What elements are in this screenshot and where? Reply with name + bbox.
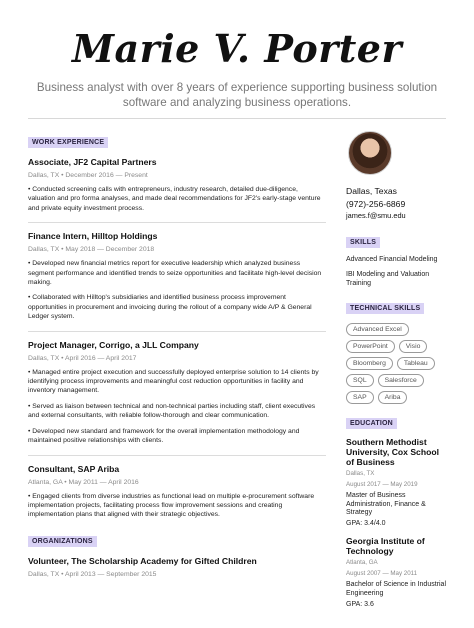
job-bullet: • Managed entire project execution and successfully deployed enterprise solution to 14 clients by identifying process improvements and meaningful cost reduction opportunities in facility and inventory management. bbox=[28, 368, 319, 395]
resume-summary: Business analyst with over 8 years of experience supporting business solution software and analyzing business operations. bbox=[36, 81, 438, 109]
skill-item: Advanced Financial Modeling bbox=[346, 255, 438, 263]
organization-meta: Dallas, TX • April 2013 — September 2015 bbox=[28, 570, 157, 578]
job-title: Associate, JF2 Capital Partners bbox=[28, 157, 157, 167]
school-name: Georgia Institute of Technology bbox=[346, 535, 425, 556]
job-bullet: • Collaborated with Hilltop's subsidiaries and identified business process improvement opportunities in procurement and invoicing during the rollout of a company wide A/P & General Ledger system. bbox=[28, 294, 312, 321]
job-meta: Dallas, TX • May 2018 — December 2018 bbox=[28, 246, 155, 254]
job-title: Project Manager, Corrigo, a JLL Company bbox=[28, 339, 199, 350]
skill-item: IBI Modeling and Valuation Training bbox=[346, 270, 430, 288]
school-name: Southern Methodist University, Cox School of Business bbox=[346, 436, 439, 467]
section-education: EDUCATION bbox=[346, 418, 397, 429]
school-dates: August 2017 — May 2019 bbox=[346, 481, 418, 489]
job-meta: Atlanta, GA • May 2011 — April 2016 bbox=[28, 478, 139, 486]
school-location: Atlanta, GA bbox=[346, 558, 378, 566]
header-divider bbox=[28, 118, 446, 119]
degree: Bachelor of Science in Industrial Engineering bbox=[346, 580, 446, 597]
job-bullet: • Engaged clients from diverse industries as functional lead on multiple e-procurement software implementation projects, facilitating process flow improvement sessions and creating implementation plans that aligned with their strategic objectives. bbox=[28, 492, 315, 519]
job-separator bbox=[28, 455, 326, 456]
job-entry bbox=[28, 464, 326, 520]
job-entry bbox=[28, 340, 326, 446]
job-separator bbox=[28, 222, 326, 223]
degree: Master of Business Administration, Finance & Strategy bbox=[346, 491, 426, 517]
section-technical-skills: TECHNICAL SKILLS bbox=[346, 303, 424, 314]
education-entry bbox=[346, 536, 446, 609]
contact-phone: (972)-256-6869 bbox=[346, 198, 406, 209]
job-title: Finance Intern, Hilltop Holdings bbox=[28, 231, 158, 242]
gpa: GPA: 3.4/4.0 bbox=[346, 520, 386, 528]
sidebar-column bbox=[346, 131, 446, 609]
skill-pill: Bloomberg bbox=[346, 357, 393, 370]
main-column bbox=[28, 131, 326, 578]
skill-pill: SQL bbox=[346, 374, 374, 387]
skill-pill: SAP bbox=[346, 391, 374, 404]
education-entry bbox=[346, 437, 446, 529]
skill-pill: Advanced Excel bbox=[346, 323, 409, 336]
skill-pill: Visio bbox=[399, 340, 428, 353]
resume-name: Marie V. Porter bbox=[71, 26, 403, 71]
job-bullet: • Developed new standard and framework for the overall implementation methodology and maintained positive relationships with clients. bbox=[28, 427, 300, 445]
skill-pill: Tableau bbox=[397, 357, 435, 370]
skill-pill: Salesforce bbox=[378, 374, 424, 387]
job-entry bbox=[28, 231, 326, 321]
job-title: Consultant, SAP Ariba bbox=[28, 463, 120, 474]
profile-photo bbox=[348, 131, 392, 175]
contact-block bbox=[346, 185, 446, 223]
skill-pill: PowerPoint bbox=[346, 340, 395, 353]
job-bullet: • Developed new financial metrics report for executive leadership which analyzed business segment performance and identified trends to seize opportunities and facilitate high-level decision making. bbox=[28, 260, 322, 287]
section-work-experience: WORK EXPERIENCE bbox=[28, 137, 108, 148]
school-location: Dallas, TX bbox=[346, 469, 375, 477]
job-bullet: • Conducted screening calls with entrepreneurs, industry research, detailed due-diligence, valuation and pro forma analyses, and made deal recommendations for JF2's early-stage venture and private equity investment process. bbox=[28, 186, 321, 212]
job-separator bbox=[28, 331, 326, 332]
job-entry bbox=[28, 157, 326, 213]
school-dates: August 2007 — May 2011 bbox=[346, 570, 418, 578]
section-organizations: ORGANIZATIONS bbox=[28, 536, 97, 547]
contact-location: Dallas, Texas bbox=[346, 186, 397, 196]
skill-pill: Ariba bbox=[378, 391, 408, 404]
contact-email: james.f@smu.edu bbox=[346, 211, 406, 220]
job-meta: Dallas, TX • December 2016 — Present bbox=[28, 172, 148, 179]
technical-skills-list bbox=[346, 323, 446, 404]
gpa: GPA: 3.6 bbox=[346, 600, 374, 608]
job-meta: Dallas, TX • April 2016 — April 2017 bbox=[28, 354, 137, 362]
organization-entry bbox=[28, 556, 326, 578]
job-bullet: • Served as liaison between technical and non-technical parties including staff, client executives and external consultants, with reliable follow-thorough and clear communication. bbox=[28, 402, 316, 420]
section-skills: SKILLS bbox=[346, 237, 380, 248]
organization-title: Volunteer, The Scholarship Academy for Gifted Children bbox=[28, 555, 257, 566]
